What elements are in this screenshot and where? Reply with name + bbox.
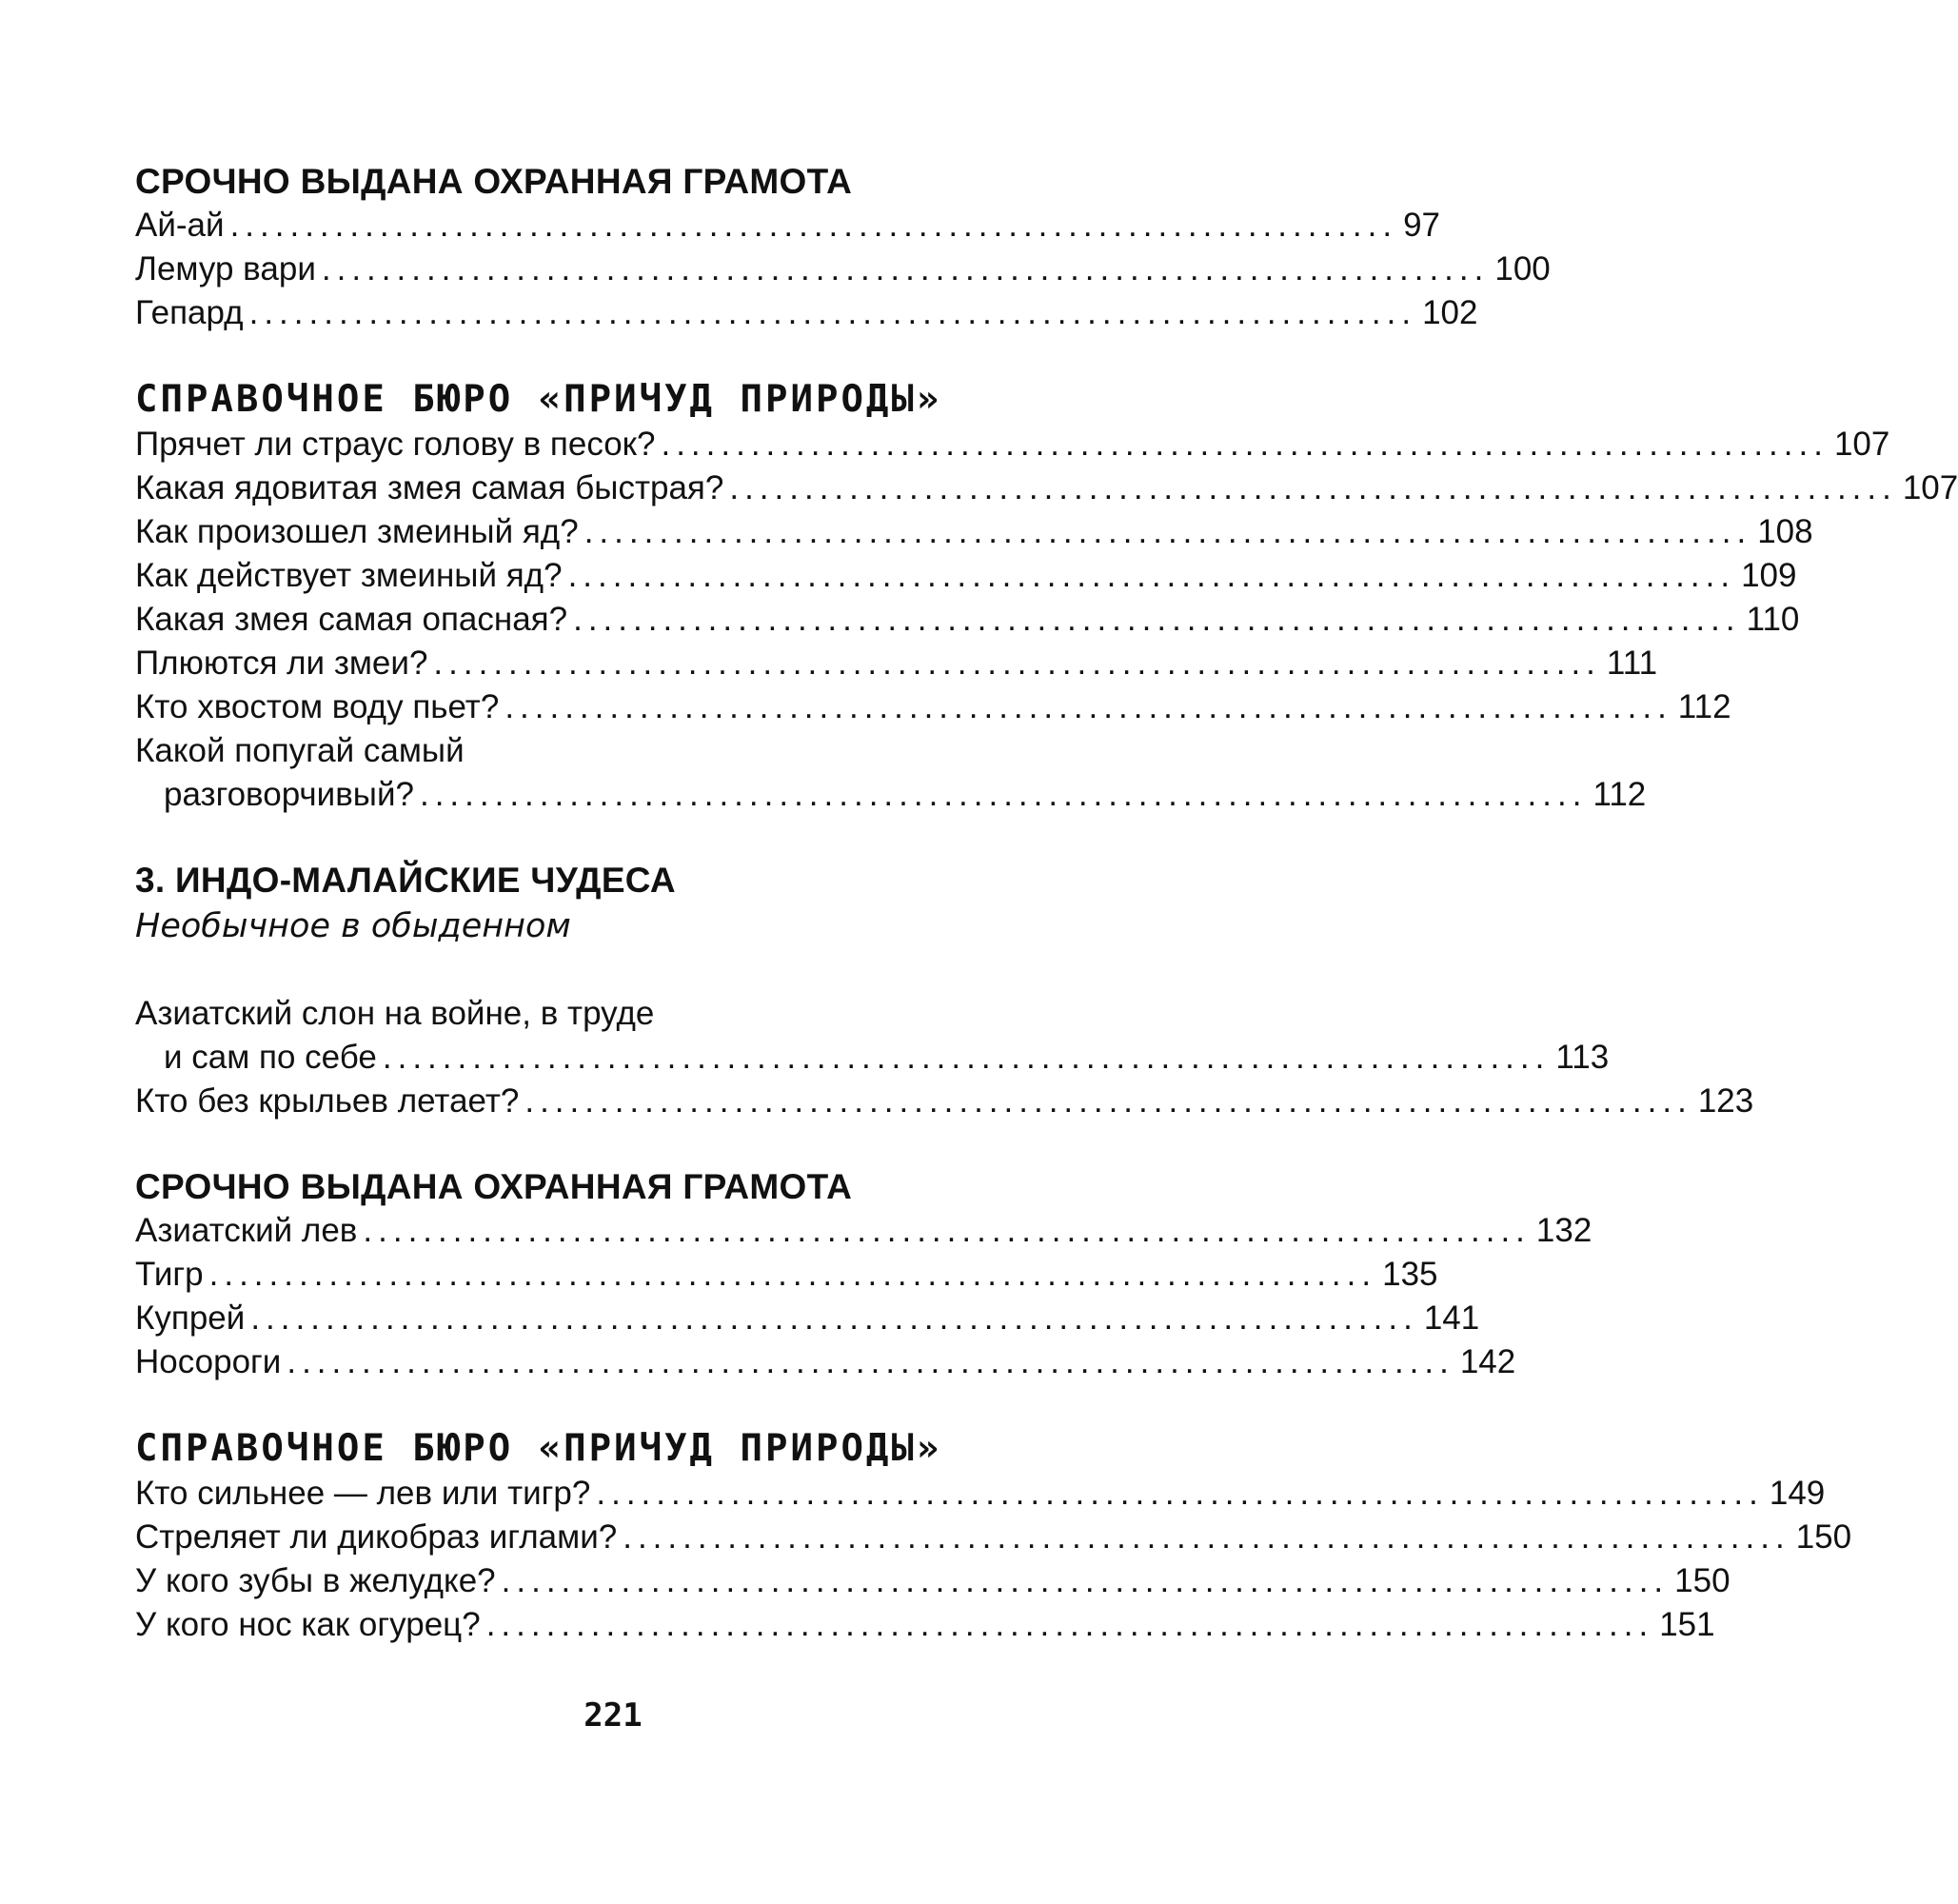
entry-page: 112 (1592, 776, 1647, 813)
toc-entry (135, 1516, 1852, 1559)
toc-entry (135, 685, 1731, 729)
dot-leader: .............................................................................. (250, 1299, 1418, 1337)
entry-title: Ай-ай (135, 207, 225, 244)
chapter-subtitle: Необычное в обыденном (135, 907, 571, 945)
entry-page: 141 (1423, 1299, 1480, 1337)
toc-entry (135, 1253, 1438, 1297)
entry-title: Носороги (135, 1343, 282, 1380)
dot-leader: .............................................................................. (485, 1606, 1654, 1643)
toc-entry (135, 1472, 1826, 1516)
toc-entry (135, 1340, 1516, 1384)
section-heading: СРОЧНО ВЫДАНА ОХРАННАЯ ГРАМОТА (135, 162, 853, 201)
entry-title: Азиатский лев (135, 1212, 358, 1249)
entry-page: 109 (1741, 557, 1797, 594)
entry-title-line-2: разговорчивый? (164, 776, 414, 813)
entry-page: 150 (1674, 1562, 1731, 1599)
dot-leader: .............................................................................. (382, 1039, 1551, 1076)
dot-leader: .............................................................................. (287, 1343, 1454, 1380)
chapter-heading: 3. ИНДО-МАЛАЙСКИЕ ЧУДЕСА (135, 861, 676, 900)
toc-entry (135, 248, 1551, 291)
entry-title: Стреляет ли дикобраз иглами? (135, 1518, 618, 1556)
toc-entry (135, 598, 1800, 642)
entry-page: 97 (1403, 207, 1440, 244)
entry-page: 107 (1833, 426, 1890, 463)
entry-page: 132 (1535, 1212, 1592, 1249)
entry-title: Кто без крыльев летает? (135, 1082, 520, 1120)
toc-entry (135, 1603, 1715, 1647)
entry-title: Как произошел змеиный яд? (135, 513, 579, 550)
entry-title: Тигр (135, 1256, 204, 1293)
dot-leader: .............................................................................. (661, 426, 1829, 463)
entry-page: 100 (1494, 250, 1551, 288)
toc-entry (135, 204, 1440, 248)
entry-page: 150 (1795, 1518, 1852, 1556)
dot-leader: .............................................................................. (573, 601, 1741, 638)
toc-entry (135, 423, 1890, 466)
entry-title: Как действует змеиный яд? (135, 557, 563, 594)
entry-page: 123 (1697, 1082, 1754, 1120)
toc-entry (135, 1036, 1610, 1080)
dot-leader: .............................................................................. (501, 1562, 1670, 1599)
dot-leader: .............................................................................. (729, 469, 1897, 506)
dot-leader: .............................................................................. (504, 688, 1672, 725)
dot-leader: .............................................................................. (208, 1256, 1377, 1293)
dot-leader: .............................................................................. (583, 513, 1752, 550)
section-heading: СПРАВОЧНОЕ БЮРО «ПРИЧУД ПРИРОДЫ» (135, 378, 942, 421)
section-heading: СПРАВОЧНОЕ БЮРО «ПРИЧУД ПРИРОДЫ» (135, 1427, 942, 1470)
entry-title: Лемур вари (135, 250, 316, 288)
toc-entry (135, 291, 1478, 335)
toc-entry (135, 1209, 1592, 1253)
entry-page: 102 (1422, 294, 1478, 331)
table-of-contents (135, 160, 1958, 1647)
dot-leader: .............................................................................. (524, 1082, 1692, 1120)
toc-entry (135, 1559, 1731, 1603)
dot-leader: .............................................................................. (623, 1518, 1790, 1556)
entry-title: У кого нос как огурец? (135, 1606, 481, 1643)
entry-title: Гепард (135, 294, 244, 331)
entry-title: Прячет ли страус голову в песок? (135, 426, 656, 463)
section-heading: СРОЧНО ВЫДАНА ОХРАННАЯ ГРАМОТА (135, 1167, 853, 1206)
toc-entry (135, 510, 1813, 554)
entry-page: 108 (1757, 513, 1813, 550)
entry-page: 110 (1746, 601, 1800, 638)
toc-entry (135, 773, 1647, 817)
toc-entry (135, 466, 1958, 510)
entry-title-line-1: Азиатский слон на войне, в труде (135, 995, 655, 1032)
dot-leader: .............................................................................. (433, 645, 1601, 682)
toc-entry (135, 1080, 1754, 1123)
dot-leader: .............................................................................. (363, 1212, 1531, 1249)
entry-page: 151 (1659, 1606, 1715, 1643)
entry-title: Какая ядовитая змея самая быстрая? (135, 469, 724, 506)
dot-leader: .............................................................................. (248, 294, 1417, 331)
entry-page: 112 (1677, 688, 1731, 725)
entry-page: 149 (1769, 1475, 1826, 1512)
entry-title: У кого зубы в желудке? (135, 1562, 496, 1599)
entry-page: 107 (1902, 469, 1958, 506)
dot-leader: .............................................................................. (229, 207, 1398, 244)
entry-title-line-1: Какой попугай самый (135, 732, 465, 769)
entry-page: 113 (1555, 1039, 1610, 1076)
page-number: 221 (583, 1696, 643, 1735)
dot-leader: .............................................................................. (419, 776, 1588, 813)
entry-page: 111 (1606, 645, 1658, 682)
toc-entry (135, 642, 1658, 685)
dot-leader: .............................................................................. (596, 1475, 1764, 1512)
entry-title: Купрей (135, 1299, 246, 1337)
entry-title: Кто сильнее — лев или тигр? (135, 1475, 591, 1512)
entry-page: 135 (1382, 1256, 1438, 1293)
dot-leader: .............................................................................. (567, 557, 1736, 594)
toc-entry (135, 1297, 1480, 1340)
entry-title-line-2: и сам по себе (164, 1039, 377, 1076)
toc-entry (135, 554, 1797, 598)
entry-title: Кто хвостом воду пьет? (135, 688, 500, 725)
entry-title: Какая змея самая опасная? (135, 601, 568, 638)
entry-title: Плюются ли змеи? (135, 645, 428, 682)
entry-page: 142 (1459, 1343, 1516, 1380)
dot-leader: .............................................................................. (321, 250, 1490, 288)
